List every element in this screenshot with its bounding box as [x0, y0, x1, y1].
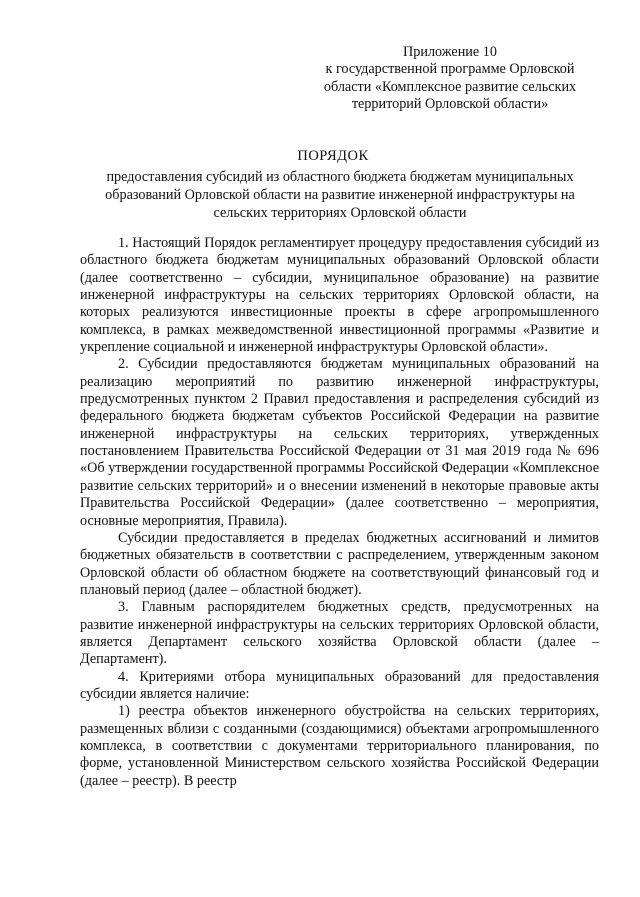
appendix-line: территорий Орловской области» — [351, 96, 549, 113]
paragraph-5: 4. Критериями отбора муниципальных образований для предоставления субсидии является наличие: — [80, 668, 599, 702]
paragraph-6: 1) реестра объектов инженерного обустройства на сельских территориях, размещенных вблизи с созданными (создающимися) объектами агропромышленного комплекса, в соответствии с документами территориального планирования, по форме, установленной Министерством сельского хозяйства Российской Федерации (далее – реестр). В реестр — [80, 703, 599, 789]
subtitle-line: сельских территориях Орловской области — [213, 205, 467, 221]
document-body — [80, 235, 599, 790]
paragraph-1: 1. Настоящий Порядок регламентирует процедуру предоставления субсидий из областного бюджета бюджетам муниципальных образований Орловской области (далее соответственно – субсидии, муниципальное образование) на развитие инженерной инфраструктуры на сельских территориях Орловской области, на которых реализуются инвестиционные проекты в сфере агропромышленного комплекса, в рамках межведомственной инвестиционной программы «Развитие и укрепление социальной и инженерной инфраструктуры Орловской области». — [80, 235, 599, 356]
subtitle-line: предоставления субсидий из областного бюджета бюджетам муниципальных — [106, 169, 574, 185]
document-title: ПОРЯДОК — [297, 148, 369, 164]
appendix-line: к государственной программе Орловской — [325, 61, 575, 78]
appendix-line: области «Комплексное развитие сельских — [323, 78, 577, 95]
paragraph-2: 2. Субсидии предоставляются бюджетам муниципальных образований на реализацию мероприятий по развитию инженерной инфраструктуры, предусмотренных пунктом 2 Правил предоставления и распределения субсидий из федерального бюджета бюджетам субъектов Российской Федерации на развитие инженерной инфраструктуры на сельских территориях, утвержденных постановлением Правительства Российской Федерации от 31 мая 2019 года № 696 «Об утверждении государственной программы Российской Федерации «Комплексное развитие сельских территорий» и о внесении изменений в некоторые правовые акты Правительства Российской Федерации» (далее соответственно – мероприятия, основные мероприятия, Правила). — [80, 356, 599, 529]
appendix-header — [300, 44, 600, 114]
subtitle-line: образований Орловской области на развитие инженерной инфраструктуры на — [105, 187, 575, 203]
paragraph-3: Субсидии предоставляется в пределах бюджетных ассигнований и лимитов бюджетных обязательств в соответствии с распределением, утвержденным законом Орловской области об областном бюджете на соответствующий финансовый год и плановый период (далее – областной бюджет). — [80, 529, 599, 598]
paragraph-4: 3. Главным распорядителем бюджетных средств, предусмотренных на развитие инженерной инфраструктуры на сельских территориях Орловской области, является Департамент сельского хозяйства Орловской области (далее – Департамент). — [80, 599, 599, 668]
document-subtitle — [80, 168, 600, 222]
appendix-line: Приложение 10 — [403, 44, 497, 60]
